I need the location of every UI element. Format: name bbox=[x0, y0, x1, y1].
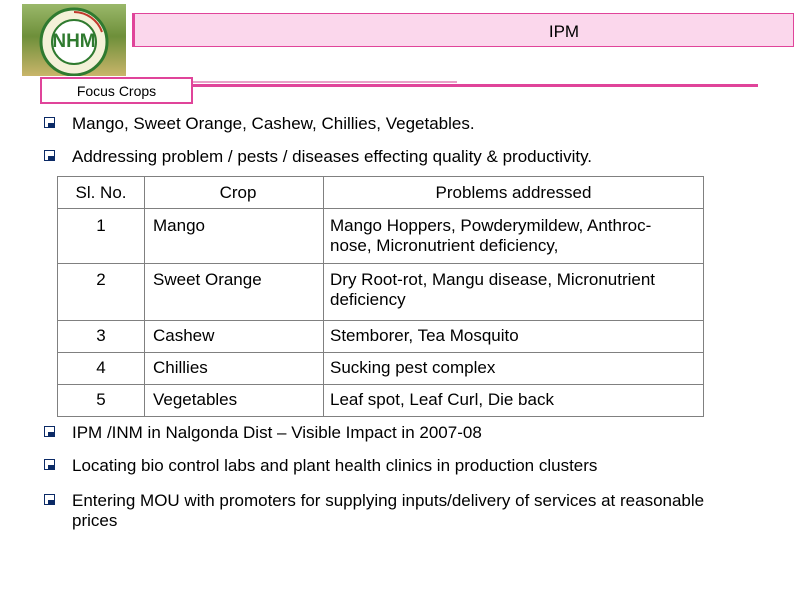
problems-line: Dry Root-rot, Mangu disease, Micronutrient bbox=[330, 270, 656, 289]
cell-problems: Stemborer, Tea Mosquito bbox=[324, 321, 704, 353]
column-header-sl-no: Sl. No. bbox=[58, 177, 145, 209]
cell-crop: Sweet Orange bbox=[145, 264, 324, 321]
checkbox-bullet-icon bbox=[44, 117, 55, 128]
bullet-text: Locating bio control labs and plant health clinics in production clusters bbox=[72, 456, 598, 475]
divider-light bbox=[192, 81, 457, 83]
table-header-row bbox=[58, 177, 704, 209]
cell-problems: Sucking pest complex bbox=[324, 353, 704, 385]
table-row bbox=[58, 353, 704, 385]
divider bbox=[192, 84, 758, 87]
table-row bbox=[58, 264, 704, 321]
checkbox-bullet-icon bbox=[44, 494, 55, 505]
cell-sl-no: 5 bbox=[58, 385, 145, 417]
cell-crop: Chillies bbox=[145, 353, 324, 385]
cell-sl-no: 3 bbox=[58, 321, 145, 353]
table-row bbox=[58, 321, 704, 353]
cell-problems: Leaf spot, Leaf Curl, Die back bbox=[324, 385, 704, 417]
logo-text: NHM bbox=[52, 31, 96, 52]
bullet-text: Addressing problem / pests / diseases effecting quality & productivity. bbox=[72, 147, 593, 166]
problems-line: nose, Micronutrient deficiency, bbox=[330, 236, 559, 255]
bullet-text-continued: prices bbox=[72, 511, 118, 530]
title-bar bbox=[132, 13, 794, 47]
problems-line: deficiency bbox=[330, 290, 406, 309]
cell-sl-no: 2 bbox=[58, 264, 145, 321]
table-row bbox=[58, 209, 704, 264]
nhm-logo bbox=[22, 4, 126, 76]
cell-crop: Vegetables bbox=[145, 385, 324, 417]
bullet-text: Mango, Sweet Orange, Cashew, Chillies, Vegetables. bbox=[72, 114, 475, 133]
checkbox-bullet-icon bbox=[44, 426, 55, 437]
page-title: IPM bbox=[548, 22, 580, 41]
checkbox-bullet-icon bbox=[44, 459, 55, 470]
problems-line: Mango Hoppers, Powderymildew, Anthroc- bbox=[330, 216, 652, 235]
checkbox-bullet-icon bbox=[44, 150, 55, 161]
cell-problems bbox=[324, 209, 704, 264]
focus-crops-label-box bbox=[40, 77, 193, 104]
cell-crop: Cashew bbox=[145, 321, 324, 353]
bullet-text: IPM /INM in Nalgonda Dist – Visible Impact in 2007-08 bbox=[72, 423, 482, 442]
crops-table bbox=[57, 176, 704, 417]
bullet-text: Entering MOU with promoters for supplying inputs/delivery of services at reasonable bbox=[72, 491, 705, 510]
column-header-crop: Crop bbox=[145, 177, 324, 209]
focus-crops-label: Focus Crops bbox=[76, 83, 157, 99]
cell-problems bbox=[324, 264, 704, 321]
table-row bbox=[58, 385, 704, 417]
cell-sl-no: 1 bbox=[58, 209, 145, 264]
cell-crop: Mango bbox=[145, 209, 324, 264]
cell-sl-no: 4 bbox=[58, 353, 145, 385]
column-header-problems: Problems addressed bbox=[324, 177, 704, 209]
